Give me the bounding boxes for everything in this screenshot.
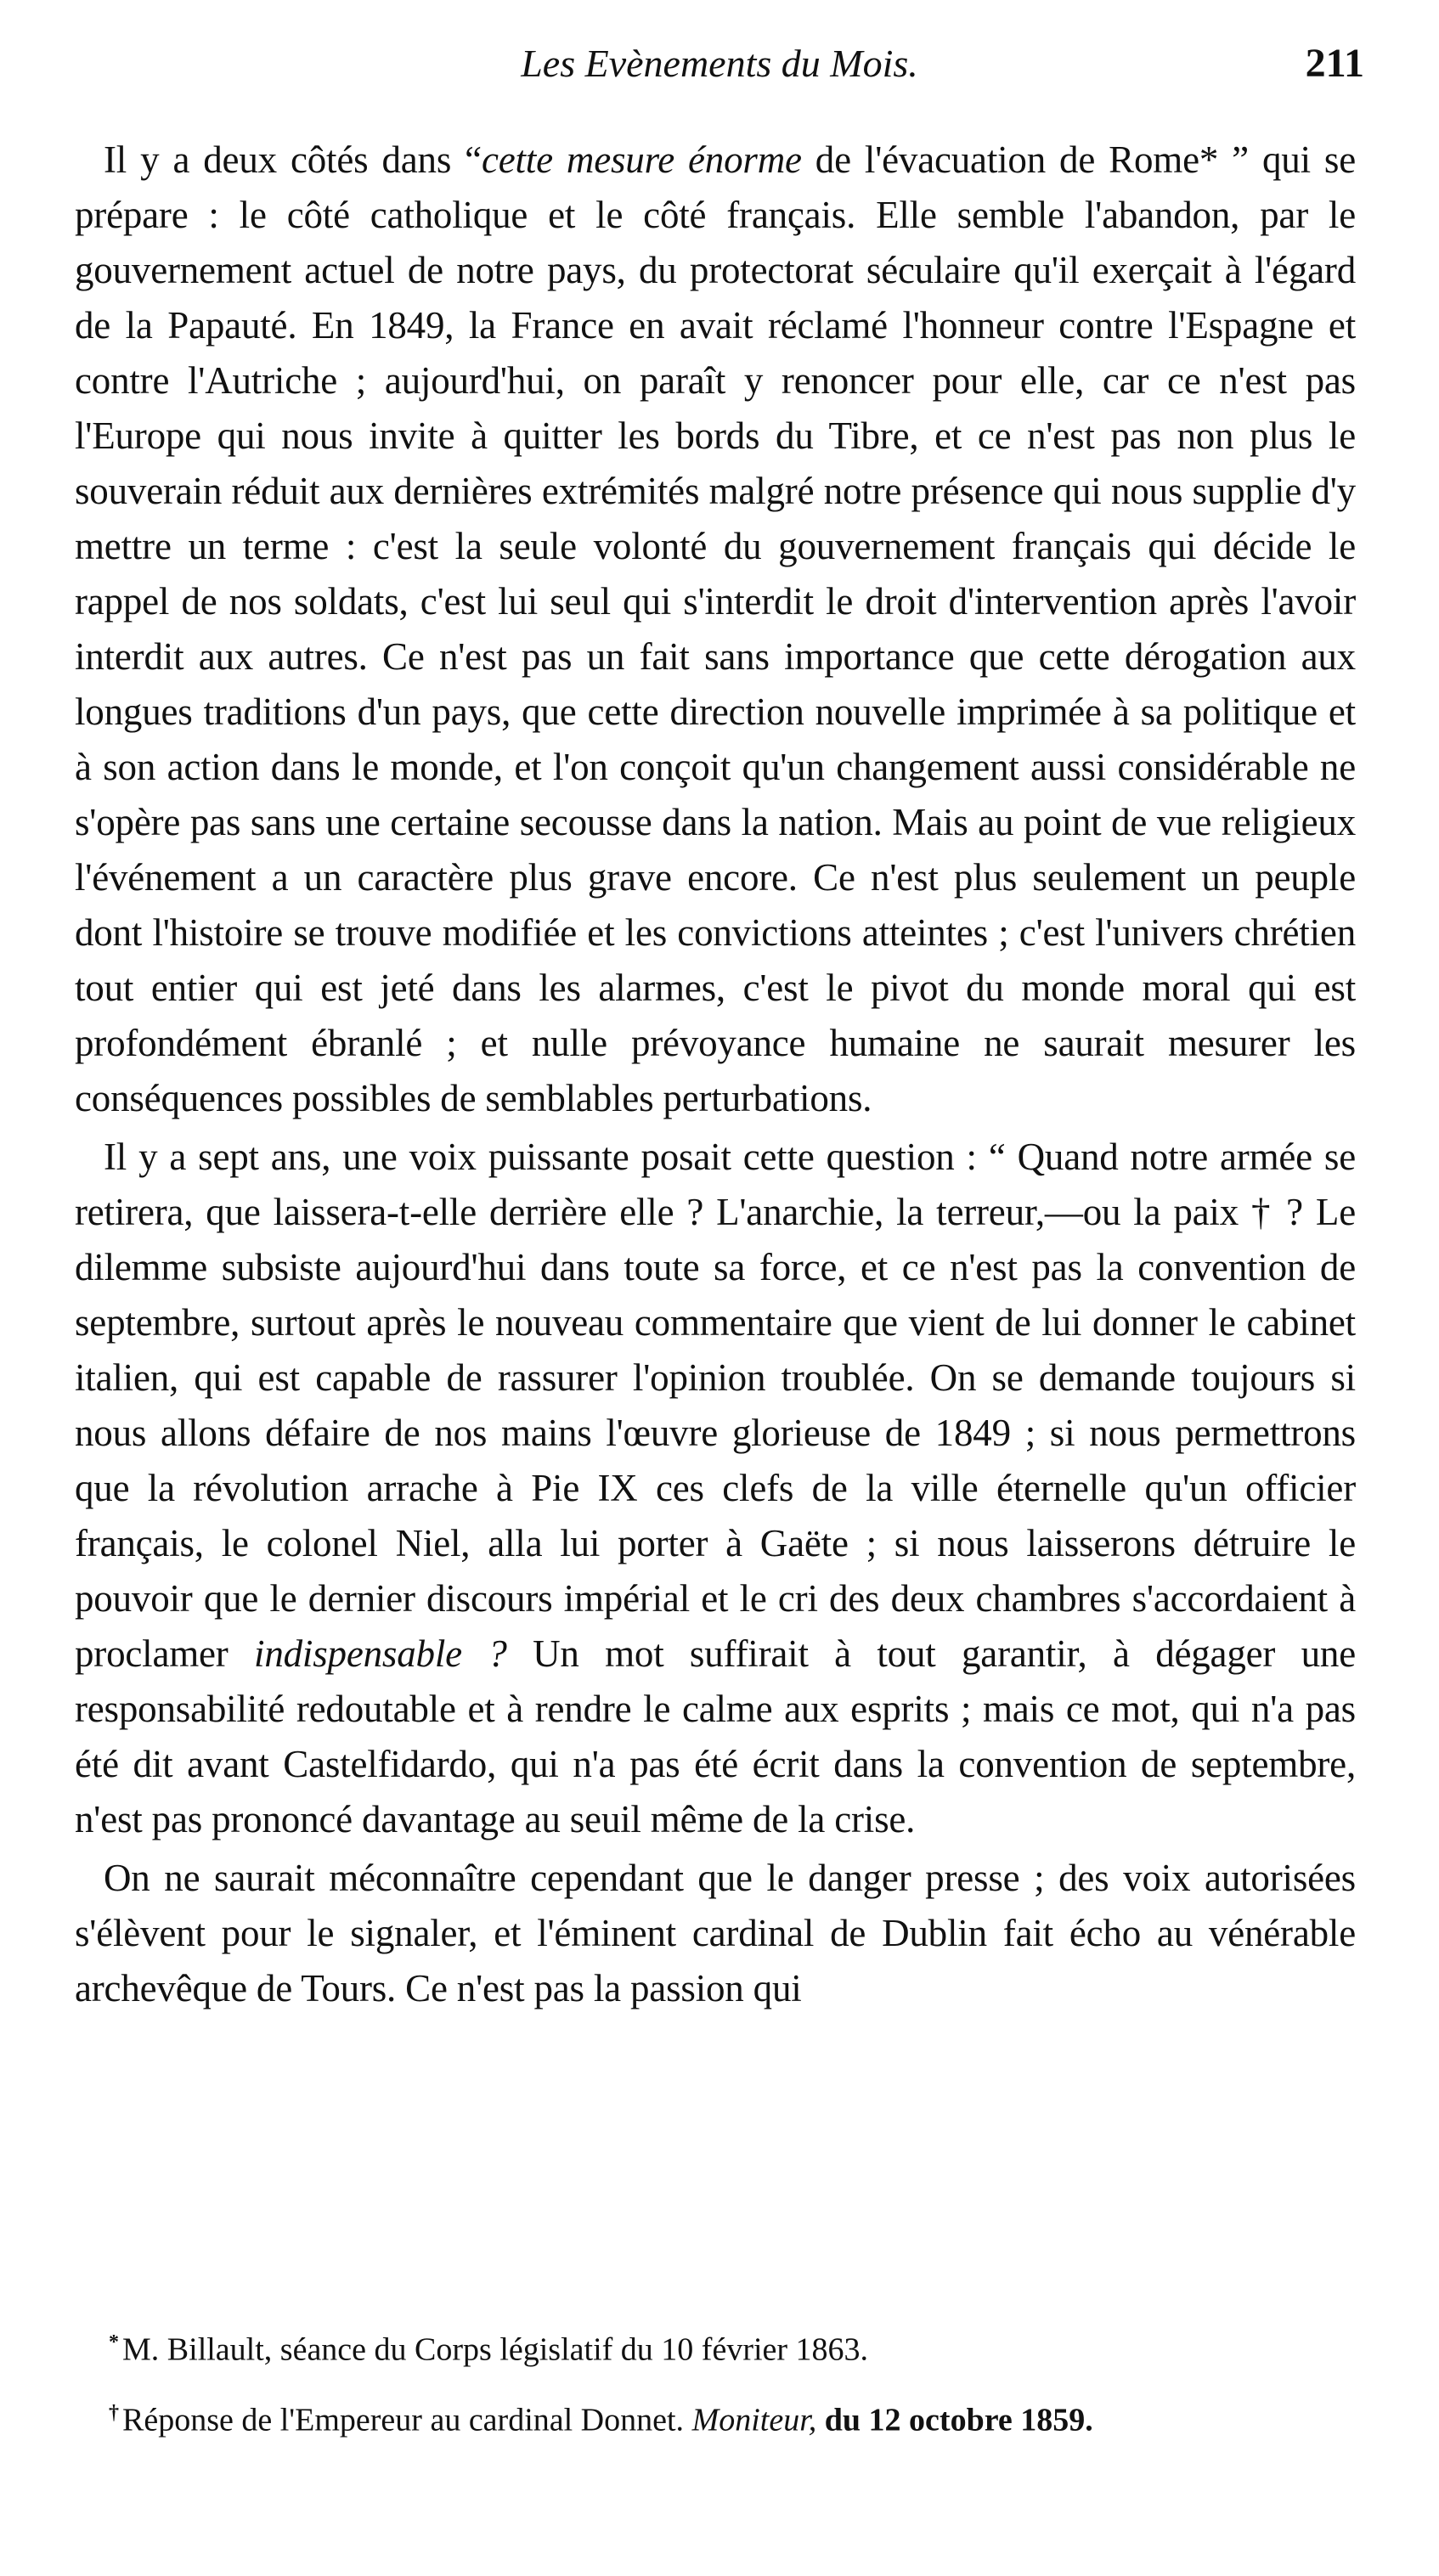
- footnote-2-mark: †: [109, 2401, 119, 2424]
- paragraph-1-text-a: Il y a deux côtés dans “: [104, 138, 482, 181]
- footnotes: [109, 2320, 1349, 2460]
- footnote-2-text-b: du 12 octobre 1859.: [816, 2402, 1093, 2438]
- paragraph-1-emphasis: cette mesure énorme: [481, 138, 802, 181]
- paragraph-3-text: On ne saurait méconnaître cependant que le danger presse ; des voix autorisées s'élèvent pour le signaler, et l'éminent cardinal de Dublin fait écho au vénérable archevêque de Tours. Ce n'est pas la passion qui: [75, 1857, 1356, 2010]
- running-title: Les Evènements du Mois.: [521, 42, 918, 85]
- footnote-2-text-a: Réponse de l'Empereur au cardinal Donnet.: [122, 2402, 692, 2438]
- paragraph-2-text-a: Il y a sept ans, une voix puissante posait cette question : “ Quand notre armée se retirera, que laissera-t-elle derrière elle ? L'anarchie, la terreur,—ou la paix † ? Le dilemme subsiste aujourd'hui dans toute sa force, et ce n'est pas la convention de septembre, surtout après le nouveau commentaire que vient de lui donner le cabinet italien, qui est capable de rassurer l'opinion troublée. On se demande toujours si nous allons défaire de nos mains l'œuvre glorieuse de 1849 ; si nous permettrons que la révolution arrache à Pie IX ces clefs de la ville éternelle qu'un officier français, le colonel Niel, alla lui porter à Gaëte ; si nous laisserons détruire le pouvoir que le dernier discours impérial et le cri des deux chambres s'accordaient à proclamer: [75, 1136, 1356, 1675]
- page-header: [75, 34, 1364, 93]
- paragraph-2: [75, 1130, 1356, 1847]
- footnote-1-text: M. Billault, séance du Corps législatif du 10 février 1863.: [122, 2331, 869, 2368]
- footnote-2: [109, 2391, 1349, 2443]
- page-number: 211: [1305, 41, 1364, 86]
- paragraph-1: [75, 132, 1356, 1126]
- body-text: [75, 132, 1356, 2016]
- footnote-1: [109, 2320, 1349, 2372]
- paragraph-3: [75, 1851, 1356, 2016]
- paragraph-2-text-b: Un mot suffirait à tout garantir, à dégager une responsabilité redoutable et à rendre le calme aux esprits ; mais ce mot, qui n'a pas été dit avant Castelfidardo, qui n'a pas été écrit dans la convention de septembre, n'est pas prononcé davantage au seuil même de la crise.: [75, 1632, 1356, 1840]
- paragraph-2-emphasis: indispensable ?: [254, 1632, 507, 1675]
- footnote-2-source: Moniteur,: [691, 2402, 817, 2438]
- footnote-1-mark: *: [109, 2331, 119, 2353]
- paragraph-1-text-b: de l'évacuation de Rome* ” qui se prépare : le côté catholique et le côté français. Elle semble l'abandon, par le gouvernement actuel de notre pays, du protectorat séculaire qu'il exerçait à l'égard de la Papauté. En 1849, la France en avait réclamé l'honneur contre l'Espagne et contre l'Autriche ; aujourd'hui, on paraît y renoncer pour elle, car ce n'est pas l'Europe qui nous invite à quitter les bords du Tibre, et ce n'est pas non plus le souverain réduit aux dernières extrémités malgré notre présence qui nous supplie d'y mettre un terme : c'est la seule volonté du gouvernement français qui décide le rappel de nos soldats, c'est lui seul qui s'interdit le droit d'intervention après l'avoir interdit aux autres. Ce n'est pas un fait sans importance que cette dérogation aux longues traditions d'un pays, que cette direction nouvelle imprimée à sa politique et à son action dans le monde, et l'on conçoit qu'un changement aussi considérable ne s'opère pas sans une certaine secousse dans la nation. Mais au point de vue religieux l'événement a un caractère plus grave encore. Ce n'est plus seulement un peuple dont l'histoire se trouve modifiée et les convictions atteintes ; c'est l'univers chrétien tout entier qui est jeté dans les alarmes, c'est le pivot du monde moral qui est profondément ébranlé ; et nulle prévoyance humaine ne saurait mesurer les conséquences possibles de semblables perturbations.: [75, 138, 1356, 1119]
